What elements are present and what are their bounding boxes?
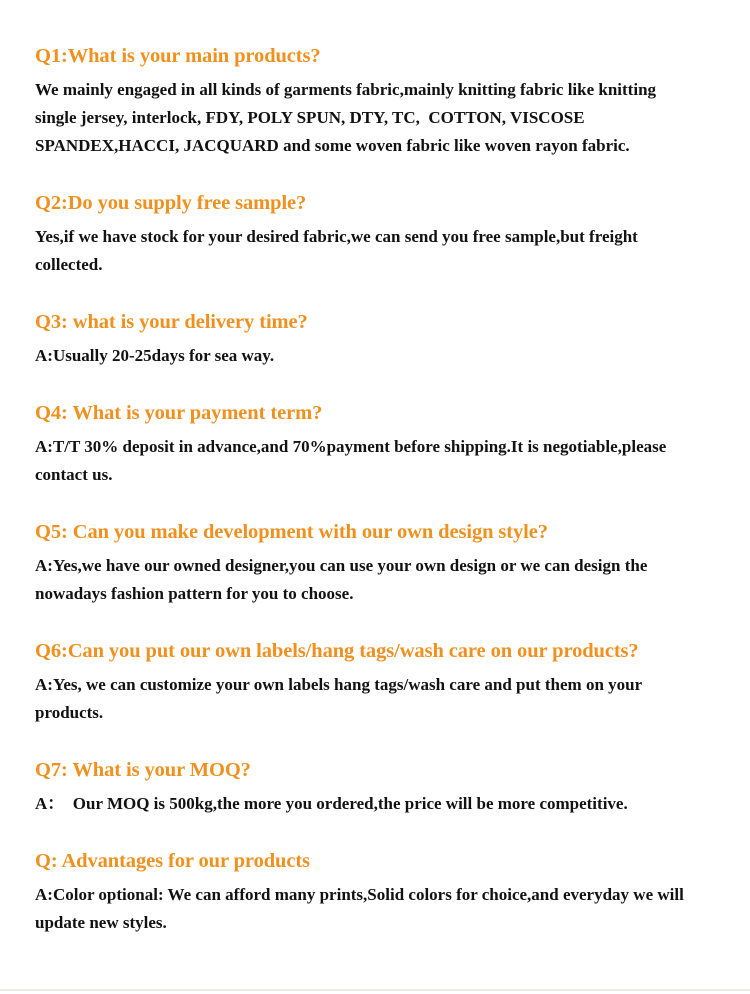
faq-answer — [35, 433, 720, 489]
faq-item — [35, 758, 720, 818]
faq-item — [35, 401, 720, 489]
faq-list — [35, 44, 720, 937]
faq-answer — [35, 223, 720, 279]
faq-answer-line: nowadays fashion pattern for you to choose. — [35, 584, 354, 603]
faq-question: Q7: What is your MOQ? — [35, 759, 251, 781]
faq-question: Q1:What is your main products? — [35, 45, 321, 67]
faq-answer — [35, 76, 720, 160]
faq-item — [35, 44, 720, 160]
faq-item — [35, 310, 720, 370]
faq-item — [35, 520, 720, 608]
faq-answer-line: A:T/T 30% deposit in advance,and 70%payment before shipping.It is negotiable,please — [35, 437, 667, 456]
faq-answer-line: update new styles. — [35, 913, 167, 932]
bottom-divider — [0, 989, 750, 991]
faq-answer-line: SPANDEX,HACCI, JACQUARD and some woven fabric like woven rayon fabric. — [35, 136, 630, 155]
faq-answer — [35, 790, 720, 818]
faq-item — [35, 191, 720, 279]
faq-answer-line: We mainly engaged in all kinds of garments fabric,mainly knitting fabric like knitting — [35, 80, 657, 99]
faq-question: Q4: What is your payment term? — [35, 402, 323, 424]
faq-answer-line: products. — [35, 703, 104, 722]
faq-answer-line: collected. — [35, 255, 103, 274]
faq-answer — [35, 552, 720, 608]
faq-answer-line: A:Color optional: We can afford many prints,Solid colors for choice,and everyday we will — [35, 885, 684, 904]
faq-answer-line: single jersey, interlock, FDY, POLY SPUN, DTY, TC, COTTON, VISCOSE — [35, 108, 585, 127]
faq-question: Q3: what is your delivery time? — [35, 311, 308, 333]
faq-answer-line: Yes,if we have stock for your desired fabric,we can send you free sample,but freight — [35, 227, 638, 246]
faq-answer — [35, 342, 720, 370]
faq-answer-line: A： Our MOQ is 500kg,the more you ordered,the price will be more competitive. — [35, 794, 628, 813]
faq-answer-line: A:Yes, we can customize your own labels hang tags/wash care and put them on your — [35, 675, 643, 694]
faq-item — [35, 849, 720, 937]
faq-answer-line: A:Usually 20-25days for sea way. — [35, 346, 275, 365]
faq-question: Q6:Can you put our own labels/hang tags/wash care on our products? — [35, 640, 639, 662]
faq-answer-line: A:Yes,we have our owned designer,you can use your own design or we can design the — [35, 556, 648, 575]
faq-answer — [35, 881, 720, 937]
faq-question: Q5: Can you make development with our own design style? — [35, 521, 548, 543]
faq-item — [35, 639, 720, 727]
faq-question: Q2:Do you supply free sample? — [35, 192, 307, 214]
faq-question: Q: Advantages for our products — [35, 850, 310, 872]
faq-answer-line: contact us. — [35, 465, 113, 484]
faq-answer — [35, 671, 720, 727]
